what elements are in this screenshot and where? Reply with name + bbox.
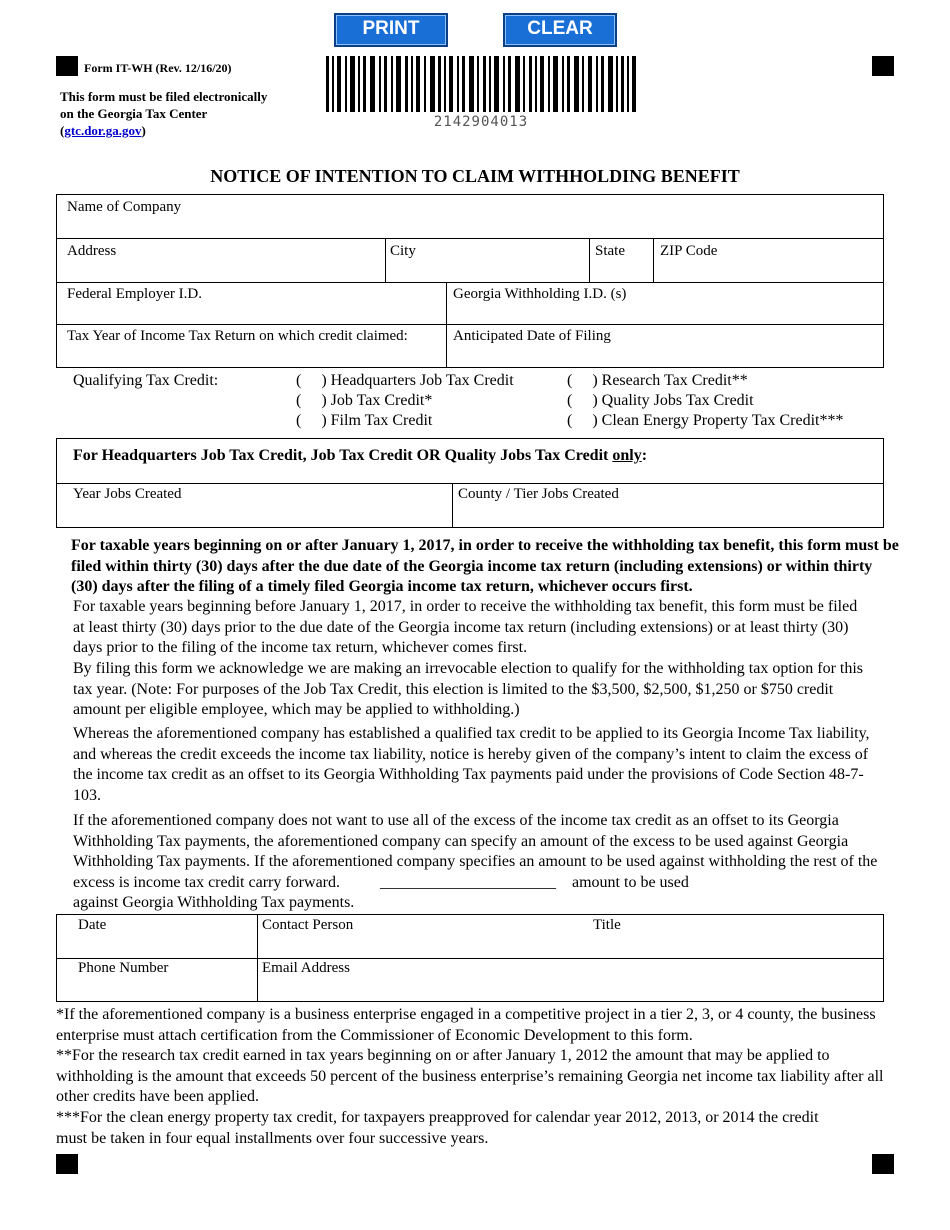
year-jobs-created-field[interactable]: Year Jobs Created <box>73 486 182 502</box>
option-label: Research Tax Credit** <box>601 372 748 389</box>
registration-mark-bottom-left <box>56 1154 78 1174</box>
paragraph-whereas: Whereas the aforementioned company has established a qualified tax credit to be applied to its Georgia Income Tax liability, and whereas the credit exceeds the income tax liability, notice is hereby given of the company’s intent to claim the excess of the income tax credit as an offset to its Georgia Withholding Tax payments paid under the provisions of Code Section 48-7-103. <box>73 725 870 804</box>
checkbox-clean-energy[interactable]: ( ) Clean Energy Property Tax Credit*** <box>567 412 844 429</box>
excess-text-end: against Georgia Withholding Tax payments. <box>73 894 355 911</box>
paragraph-excess <box>73 811 883 914</box>
heading-only: only <box>612 447 642 464</box>
heading-text: For Headquarters Job Tax Credit, Job Tax Credit OR Quality Jobs Tax Credit <box>73 447 613 464</box>
fein-field[interactable]: Federal Employer I.D. <box>67 286 202 302</box>
contact-person-field[interactable]: Contact Person <box>262 917 354 933</box>
anticipated-filing-date-field[interactable]: Anticipated Date of Filing <box>453 328 611 344</box>
county-tier-field[interactable]: County / Tier Jobs Created <box>458 486 619 502</box>
checkbox-film-tax[interactable]: ( ) Film Tax Credit <box>296 412 433 429</box>
filed-line-3 <box>60 122 267 139</box>
filed-line-1: This form must be filed electronically <box>60 89 268 104</box>
link-open-paren: ( <box>60 123 65 138</box>
print-button[interactable]: PRINT <box>334 13 448 47</box>
form-number: Form IT-WH (Rev. 12/16/20) <box>84 61 232 75</box>
link-close-paren: ) <box>141 123 146 138</box>
barcode-number: 2142904013 <box>433 114 529 130</box>
option-label: Clean Energy Property Tax Credit*** <box>601 412 844 429</box>
barcode <box>326 56 636 112</box>
qualifying-credit-label: Qualifying Tax Credit: <box>73 372 219 389</box>
paragraph-election: By filing this form we acknowledge we are making an irrevocable election to qualify for the withholding tax option for this tax year. (Note: For purposes of the Job Tax Credit, this election is limited to the $3,500, $2,500, $1,250 or $750 credit amount per eligible employee, which may be applied to withholding.) <box>73 660 864 718</box>
address-field[interactable]: Address <box>67 243 117 259</box>
form-title: NOTICE OF INTENTION TO CLAIM WITHHOLDING BENEFIT <box>210 166 740 186</box>
option-label: Headquarters Job Tax Credit <box>330 372 514 389</box>
excess-text: If the aforementioned company does not want to use all of the excess of the income tax credit as an offset to its Georgia Withholding Tax payments, the aforementioned company can specify an amount of the excess to be used against Georgia Withholding Tax payments. If the aforementioned company specifies an amount to be used against withholding the rest of the excess is income tax credit carry forward. <box>73 812 878 891</box>
company-name-field[interactable]: Name of Company <box>67 199 182 215</box>
paragraph-pre-2017: For taxable years beginning before January 1, 2017, in order to receive the withholding tax benefit, this form must be filed at least thirty (30) days prior to the due date of the Georgia income tax return (including extensions) or at least thirty (30) days prior to the filing of the income tax return, whichever comes first. <box>73 598 858 656</box>
zip-field[interactable]: ZIP Code <box>660 243 718 259</box>
state-field[interactable]: State <box>595 243 625 259</box>
option-label: Film Tax Credit <box>330 412 433 429</box>
footnote-job-tax: *If the aforementioned company is a business enterprise engaged in a competitive project in a tier 2, 3, or 4 county, the business enterprise must attach certification from the Commissioner of Economic Development to this form. <box>56 1006 876 1044</box>
title-field[interactable]: Title <box>593 917 621 933</box>
email-address-field[interactable]: Email Address <box>262 960 350 976</box>
excess-amount-blank[interactable]: ______________________ <box>380 873 556 891</box>
heading-colon: : <box>641 447 648 464</box>
city-field[interactable]: City <box>390 243 416 259</box>
registration-mark-top-right <box>872 56 894 76</box>
registration-mark-top-left <box>56 56 78 76</box>
option-label: Job Tax Credit* <box>330 392 433 409</box>
checkbox-headquarters-job[interactable]: ( ) Headquarters Job Tax Credit <box>296 372 514 389</box>
option-label: Quality Jobs Tax Credit <box>601 392 754 409</box>
ga-withholding-id-field[interactable]: Georgia Withholding I.D. (s) <box>453 286 627 302</box>
checkbox-job-tax[interactable]: ( ) Job Tax Credit* <box>296 392 433 409</box>
date-field[interactable]: Date <box>78 917 107 933</box>
phone-number-field[interactable]: Phone Number <box>78 960 169 976</box>
tax-year-field[interactable]: Tax Year of Income Tax Return on which credit claimed: <box>67 328 408 344</box>
clear-button[interactable]: CLEAR <box>503 13 617 47</box>
checkbox-research-tax[interactable]: ( ) Research Tax Credit** <box>567 372 748 389</box>
footnote-research: **For the research tax credit earned in tax years beginning on or after January 1, 2012 the amount that may be applied to withholding is the amount that exceeds 50 percent of the business enterprise’s remaining Georgia net income tax liability after all other credits have been applied. <box>56 1047 884 1105</box>
gtc-link[interactable]: gtc.dor.ga.gov <box>64 123 142 138</box>
jobs-section-heading <box>73 447 647 465</box>
footnote-clean-energy: ***For the clean energy property tax credit, for taxpayers preapproved for calendar year 2012, 2013, or 2014 the credit must be taken in four equal installments over four successive years. <box>56 1109 819 1147</box>
registration-mark-bottom-right <box>872 1154 894 1174</box>
excess-amount-label: amount to be used <box>572 873 689 891</box>
paragraph-post-2017: For taxable years beginning on or after January 1, 2017, in order to receive the withholding tax benefit, this form must be filed within thirty (30) days after the due date of the Georgia income tax return (including extensions) or within thirty (30) days after the filing of a timely filed Georgia income tax return, whichever occurs first. <box>71 537 899 595</box>
filing-instructions <box>60 88 267 139</box>
checkbox-quality-jobs[interactable]: ( ) Quality Jobs Tax Credit <box>567 392 754 409</box>
filed-line-2: on the Georgia Tax Center <box>60 106 208 121</box>
